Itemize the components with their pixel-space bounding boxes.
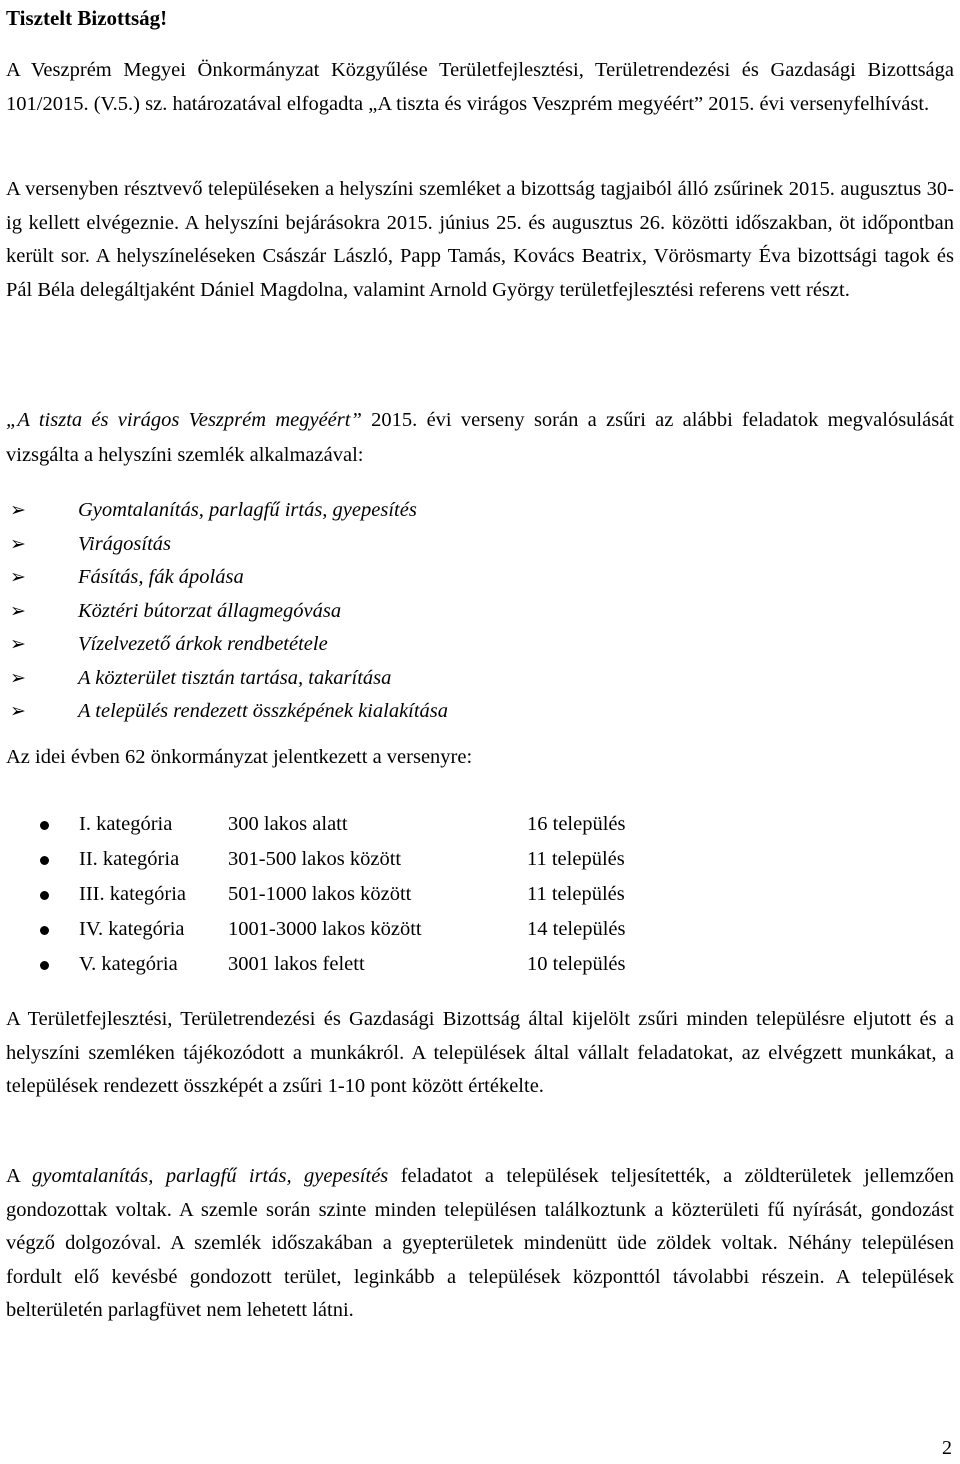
list-item bbox=[10, 628, 448, 662]
arrow-bullet-icon: ➢ bbox=[10, 701, 26, 722]
task-label: Virágosítás bbox=[78, 532, 172, 555]
category-name: II. kategória bbox=[79, 848, 180, 870]
category-range: 301-500 lakos között bbox=[228, 848, 402, 870]
task-list bbox=[10, 494, 448, 729]
paragraph-intro: A Veszprém Megyei Önkormányzat Közgyűlése Területfejlesztési, Területrendezési és Gazdasági Bizottsága 101/2015. (V.5.) sz. határozatával elfogadta „A tiszta és virágos Veszprém megyéért” 2015. évi versenyfelhívást. bbox=[6, 59, 954, 115]
task-label: Vízelvezető árkok rendbetétele bbox=[78, 633, 328, 655]
bullet-dot-icon bbox=[40, 891, 49, 900]
list-item bbox=[10, 528, 448, 562]
list-item bbox=[10, 595, 448, 629]
paragraph-inspections: A versenyben résztvevő településeken a helyszíni szemléket a bizottság tagjaiból álló zsűrinek 2015. augusztus 30-ig kellett elvégeznie. A helyszíni bejárásokra 2015. június 25. és augusztus 26. közötti időszakban, öt időpontban került sor. A helyszíneléseken Császár László, Papp Tamás, Kovács Beatrix, Vörösmarty Éva bizottsági tagok és Pál Béla delegáltjaként Dániel Magdolna, valamint Arnold György területfejlesztési referens vett részt. bbox=[6, 178, 954, 301]
category-count: 10 település bbox=[527, 953, 626, 975]
arrow-bullet-icon: ➢ bbox=[10, 667, 26, 689]
competition-title: „A tiszta és virágos Veszprém megyéért” bbox=[6, 409, 362, 431]
arrow-bullet-icon: ➢ bbox=[10, 567, 26, 588]
bullet-dot-icon bbox=[40, 856, 49, 865]
bullet-dot-icon bbox=[40, 961, 49, 970]
task-label: A település rendezett összképének kialakítása bbox=[78, 700, 449, 722]
paragraph-weeding-task: gyomtalanítás, parlagfű irtás, gyepesítés bbox=[32, 1165, 389, 1187]
paragraph-tasks-intro bbox=[6, 403, 954, 473]
task-label: Fásítás, fák ápolása bbox=[78, 566, 244, 588]
category-count: 11 település bbox=[527, 883, 625, 905]
task-label: Köztéri bútorzat állagmegóvása bbox=[78, 599, 342, 622]
category-name: I. kategória bbox=[79, 813, 173, 835]
arrow-bullet-icon: ➢ bbox=[10, 600, 26, 622]
category-count: 16 település bbox=[527, 813, 626, 835]
category-name: IV. kategória bbox=[79, 918, 185, 940]
list-item bbox=[10, 494, 448, 528]
task-label: A közterület tisztán tartása, takarítása bbox=[78, 666, 392, 689]
page-number: 2 bbox=[942, 1437, 952, 1459]
list-item bbox=[10, 561, 448, 595]
bullet-dot-icon bbox=[40, 821, 49, 830]
paragraph-evaluation: A Területfejlesztési, Területrendezési és Gazdasági Bizottság által kijelölt zsűri minden településre eljutott és a helyszíni szemléken tájékozódott a munkákról. A települések által vállalt feladatokat, az elvégzett munkákat, a települések rendezett összképét a zsűri 1-10 pont között értékelte. bbox=[6, 1008, 954, 1097]
arrow-bullet-icon: ➢ bbox=[10, 634, 26, 655]
category-range: 300 lakos alatt bbox=[228, 813, 348, 835]
category-count: 14 település bbox=[527, 918, 626, 940]
arrow-bullet-icon: ➢ bbox=[10, 500, 26, 521]
category-range: 501-1000 lakos között bbox=[228, 883, 412, 905]
category-count: 11 település bbox=[527, 848, 625, 870]
paragraph-weeding bbox=[6, 1160, 954, 1328]
greeting-heading: Tisztelt Bizottság! bbox=[6, 6, 168, 30]
category-name: V. kategória bbox=[79, 953, 178, 975]
task-label: Gyomtalanítás, parlagfű irtás, gyepesítés bbox=[78, 499, 417, 521]
paragraph-applicants: Az idei évben 62 önkormányzat jelentkezett a versenyre: bbox=[6, 746, 473, 768]
category-name: III. kategória bbox=[79, 883, 186, 905]
paragraph-weeding-text: feladatot a települések teljesítették, a zöldterületek jellemzően gondozottak voltak. A szemle során szinte minden településen találkoztunk a közterületi fű nyírását, gondozást végző dolgozóval. A szemlék időszakában a gyepterületek mindenütt üde zöldek voltak. Néhány településen fordult elő kevésbé gondozott terület, leginkább a települések központtól távolabbi részein. A települések belterületén parlagfüvet nem lehetett látni. bbox=[6, 1165, 954, 1321]
arrow-bullet-icon: ➢ bbox=[10, 533, 26, 555]
bullet-dot-icon bbox=[40, 926, 49, 935]
category-range: 3001 lakos felett bbox=[228, 953, 365, 975]
paragraph-weeding-lead: A bbox=[6, 1165, 33, 1187]
category-range: 1001-3000 lakos között bbox=[228, 918, 422, 940]
list-item bbox=[10, 662, 448, 696]
paragraph-tasks-intro-text: 2015. évi verseny során a zsűri az alábbi feladatok megvalósulását vizsgálta a helyszíni szemlék alkalmazával: bbox=[6, 409, 954, 466]
list-item bbox=[10, 695, 448, 729]
